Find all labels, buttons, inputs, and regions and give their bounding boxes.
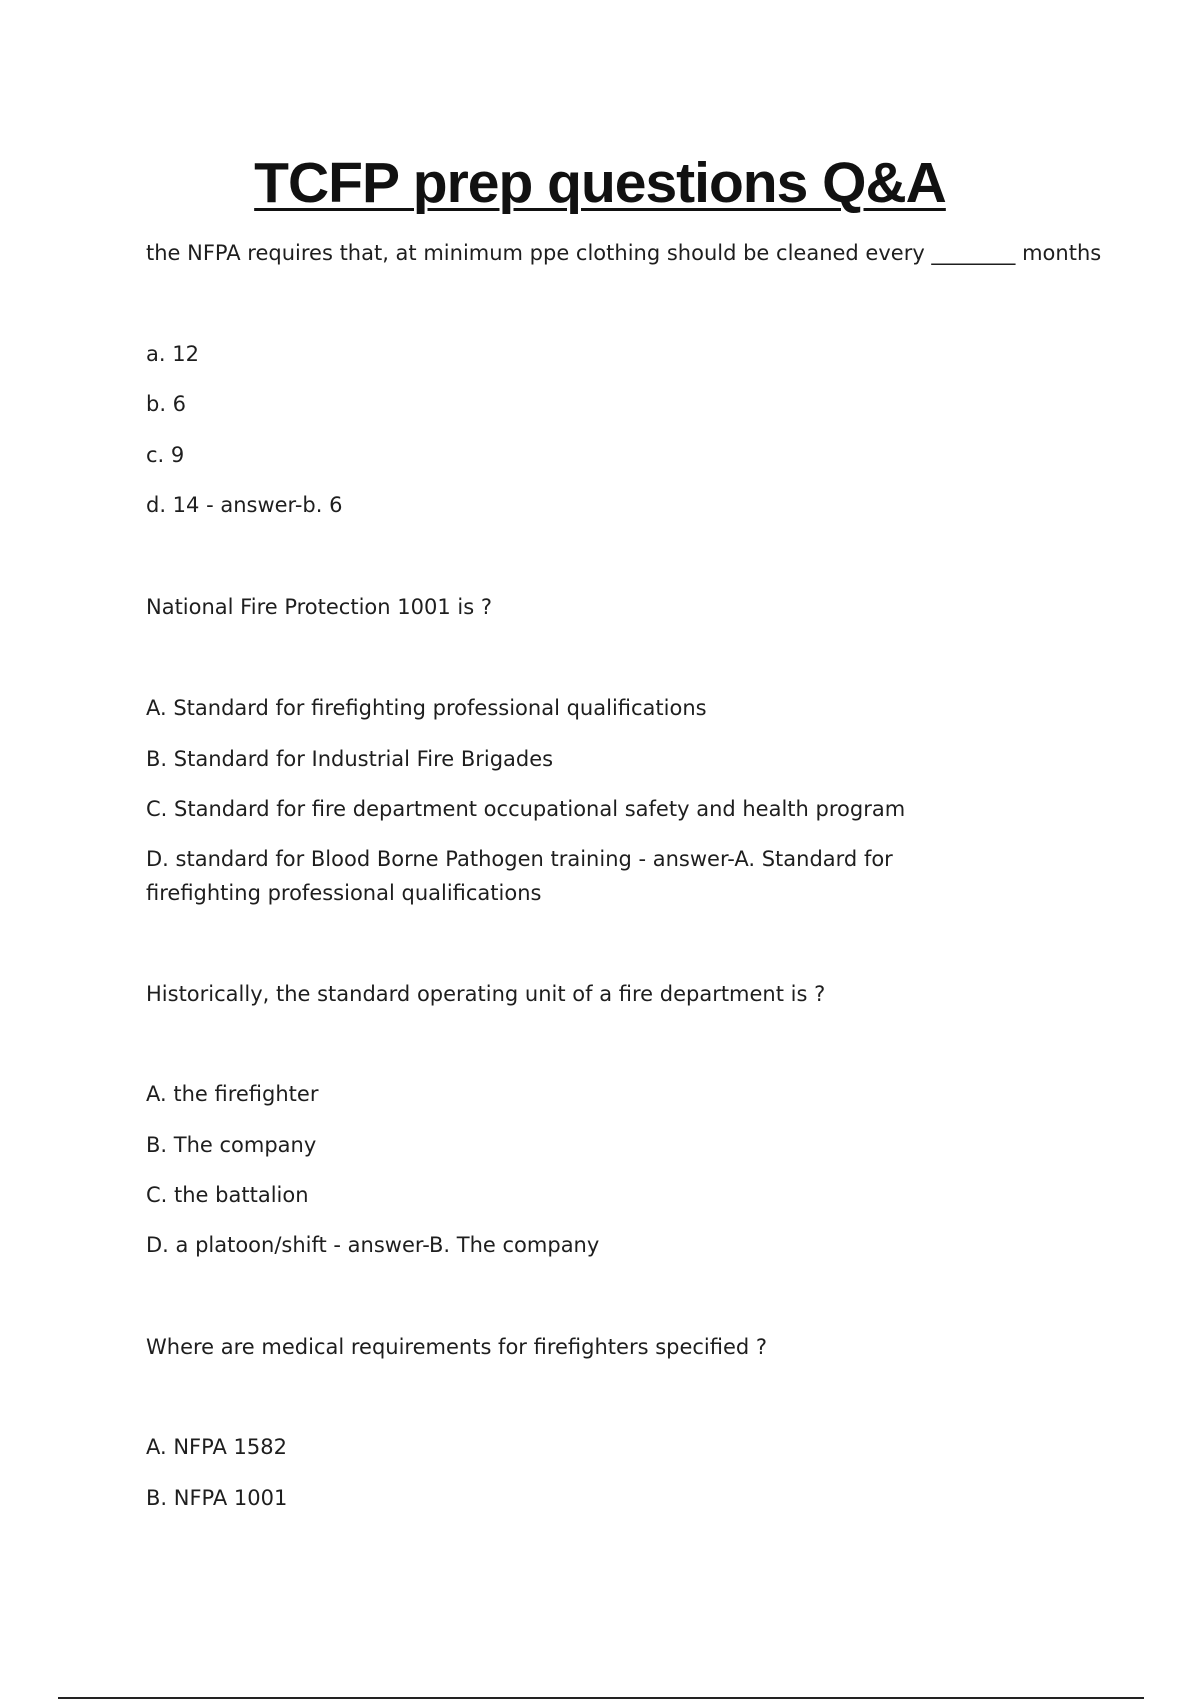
question-2-option-b: B. Standard for Industrial Fire Brigades	[146, 747, 554, 771]
question-3-option-c: C. the battalion	[146, 1183, 309, 1207]
footer-divider	[58, 1697, 1144, 1699]
question-1-option-d: d. 14 - answer-b. 6	[146, 493, 343, 517]
question-3-option-d: D. a platoon/shift - answer-B. The company	[146, 1233, 600, 1257]
question-2-option-c: C. Standard for fire department occupational safety and health program	[146, 797, 906, 821]
question-3-text: Historically, the standard operating unit of a fire department is ?	[146, 982, 826, 1006]
question-2-text: National Fire Protection 1001 is ?	[146, 595, 492, 619]
question-1-option-b: b. 6	[146, 392, 187, 416]
question-1-option-c: c. 9	[146, 443, 185, 467]
question-4-option-b: B. NFPA 1001	[146, 1486, 288, 1510]
question-3-option-b: B. The company	[146, 1133, 317, 1157]
page-title: TCFP prep questions Q&A	[254, 151, 946, 215]
question-4-text: Where are medical requirements for firefighters specified ?	[146, 1335, 768, 1359]
question-3-option-a: A. the firefighter	[146, 1082, 319, 1106]
question-2-option-d: D. standard for Blood Borne Pathogen training - answer-A. Standard for firefighting professional qualifications	[146, 847, 893, 905]
question-1-option-a: a. 12	[146, 342, 199, 366]
question-4-option-a: A. NFPA 1582	[146, 1435, 287, 1459]
question-2-option-a: A. Standard for firefighting professional qualifications	[146, 696, 707, 720]
question-1-text: the NFPA requires that, at minimum ppe clothing should be cleaned every ________ months	[146, 241, 1102, 265]
